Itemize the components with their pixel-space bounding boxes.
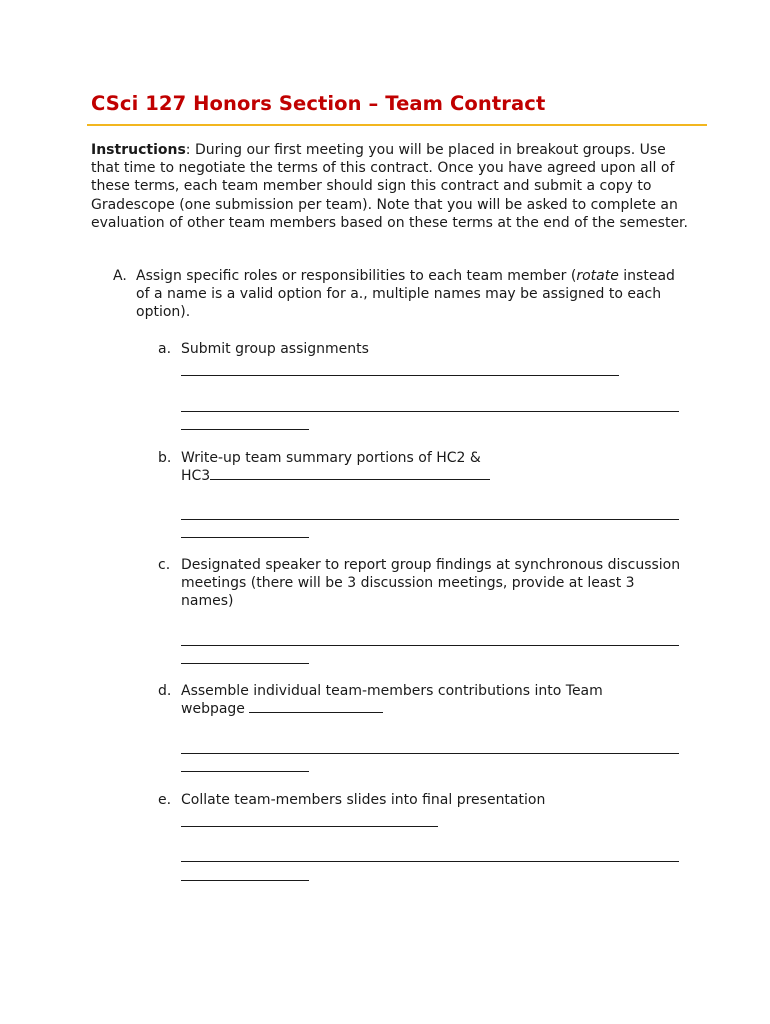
title-underline-rule (87, 124, 707, 126)
item-d-text-line-2-label: webpage (181, 701, 245, 718)
section-a-text-after: instead of a name is a valid option for a., multiple names may be assigned to each option). (136, 268, 675, 321)
item-b-text-line-2-label: HC3 (181, 468, 211, 485)
item-e-marker: e. (158, 792, 172, 808)
item-d-inline-answer-line[interactable] (249, 700, 383, 713)
item-a-answer-line-1[interactable] (181, 375, 619, 376)
item-a-text: Submit group assignments (181, 341, 369, 357)
instructions-paragraph (91, 141, 691, 232)
item-d-answer-line-1[interactable] (181, 753, 679, 754)
section-a-text-italic: rotate (576, 268, 619, 284)
instructions-label: Instructions (91, 142, 186, 158)
item-a-answer-line-2[interactable] (181, 411, 679, 412)
item-c-answer-line-2[interactable] (181, 663, 309, 664)
item-b-answer-line-2[interactable] (181, 537, 309, 538)
item-d-text (181, 682, 686, 718)
item-d-marker: d. (158, 683, 172, 699)
instructions-text: : During our first meeting you will be placed in breakout groups. Use that time to negotiate the terms of this contract. Once you have agreed upon all of these terms, each team member should sign this contract and submit a copy to Gradescope (one submission per team). Note that you will be asked to complete an evaluation of other team members based on these terms at the end of the semester. (91, 142, 688, 231)
item-b-answer-line-1[interactable] (181, 519, 679, 520)
item-c-answer-line-1[interactable] (181, 645, 679, 646)
item-d-answer-line-2[interactable] (181, 771, 309, 772)
item-b-text (181, 449, 686, 485)
item-b-text-line-2 (181, 467, 686, 485)
item-c-marker: c. (158, 557, 171, 573)
item-e-answer-line-2[interactable] (181, 861, 679, 862)
section-a-text-before: Assign specific roles or responsibilities to each team member ( (136, 268, 577, 284)
item-b-marker: b. (158, 450, 172, 466)
item-e-answer-line-1[interactable] (181, 826, 438, 827)
item-e-text: Collate team-members slides into final presentation (181, 792, 546, 808)
item-d-text-line-1: Assemble individual team-members contributions into Team (181, 683, 603, 699)
item-a-answer-line-3[interactable] (181, 429, 309, 430)
item-c-text: Designated speaker to report group findings at synchronous discussion meetings (there will be 3 discussion meetings, provide at least 3 names) (181, 557, 681, 610)
item-d-text-line-2 (181, 700, 686, 718)
section-a-text (136, 267, 676, 322)
section-a-marker: A. (113, 268, 127, 284)
item-e-answer-line-3[interactable] (181, 880, 309, 881)
item-b-inline-answer-line[interactable] (210, 467, 490, 480)
item-a-marker: a. (158, 341, 172, 357)
item-b-text-line-1: Write-up team summary portions of HC2 & (181, 450, 481, 466)
document-title: CSci 127 Honors Section – Team Contract (91, 92, 546, 115)
